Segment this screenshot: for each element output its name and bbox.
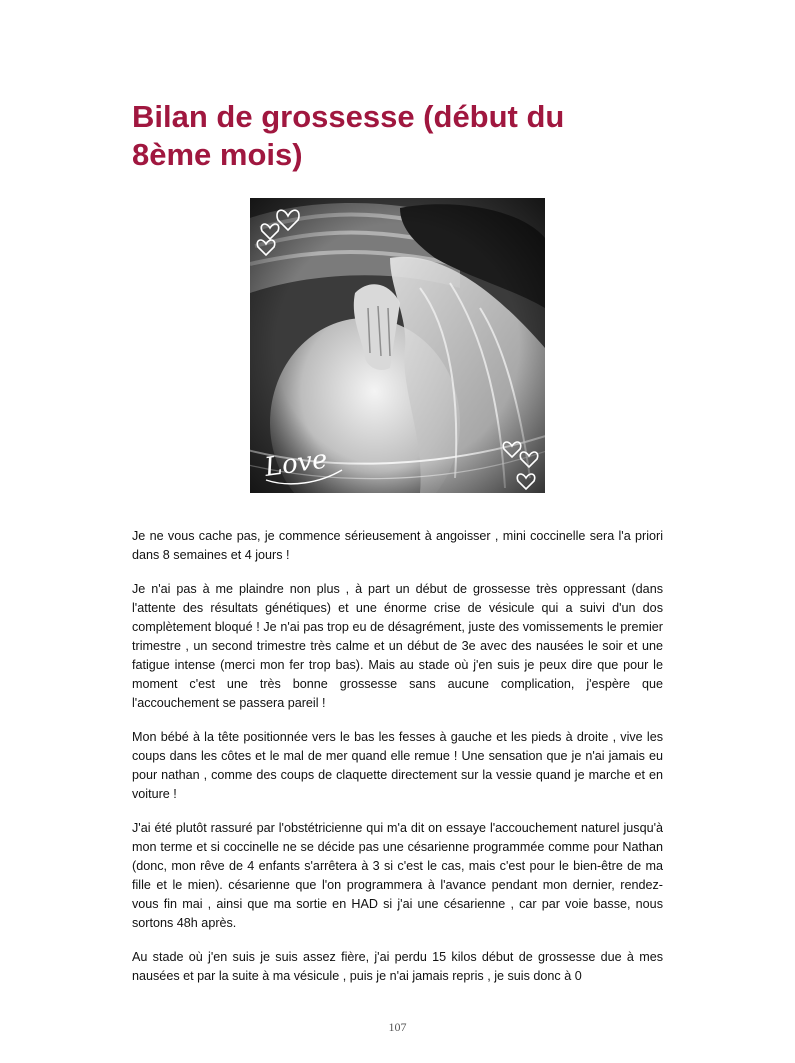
pregnancy-photo [250, 198, 545, 493]
article-body [132, 527, 663, 1001]
page-number: 107 [388, 1020, 407, 1034]
paragraph: Je ne vous cache pas, je commence sérieusement à angoisser , mini coccinelle sera l'a priori dans 8 semaines et 4 jours ! [132, 529, 663, 562]
paragraph: Mon bébé à la tête positionnée vers le bas les fesses à gauche et les pieds à droite , vive les coups dans les côtes et le mal de mer quand elle remue ! Une sensation que je n'ai jamais eu pour nathan , comme des coups de claquette directement sur la vessie quand je marche et en voiture ! [132, 730, 663, 801]
love-overlay-text: Love [262, 444, 330, 483]
paragraph: Au stade où j'en suis je suis assez fière, j'ai perdu 15 kilos début de grossesse due à mes nausées et par la suite à ma vésicule , puis je n'ai jamais repris , je suis donc à 0 [132, 950, 663, 983]
paragraph: J'ai été plutôt rassuré par l'obstétricienne qui m'a dit on essaye l'accouchement naturel jusqu'à mon terme et si coccinelle ne se décide pas une césarienne programmée comme pour Nathan (donc, mon rêve de 4 enfants s'arrêtera à 3 si c'est le cas, mais c'est pour le bien-être de ma fille et le mien). césarienne que l'on programmera à l'avance pendant mon dernier, rendez-vous fin mai , ainsi que ma sortie en HAD si j'ai une césarienne , car par voie basse, nous sortons 48h après. [132, 821, 663, 930]
paragraph: Je n'ai pas à me plaindre non plus , à part un début de grossesse très oppressant (dans l'attente des résultats génétiques) et une énorme crise de vésicule qui a suivi d'un dos complètement bloqué ! Je n'ai pas trop eu de désagrément, juste des vomissements le premier trimestre , un second trimestre très calme et un début de 3e avec des nausées le soir et une fatigue intense (merci mon fer trop bas). Mais au stade où j'en suis je peux dire que pour le moment c'est une très bonne grossesse sans aucune complication, j'espère que l'accouchement se passera pareil ! [132, 582, 663, 710]
page-title: Bilan de grossesse (début du 8ème mois) [132, 99, 565, 172]
